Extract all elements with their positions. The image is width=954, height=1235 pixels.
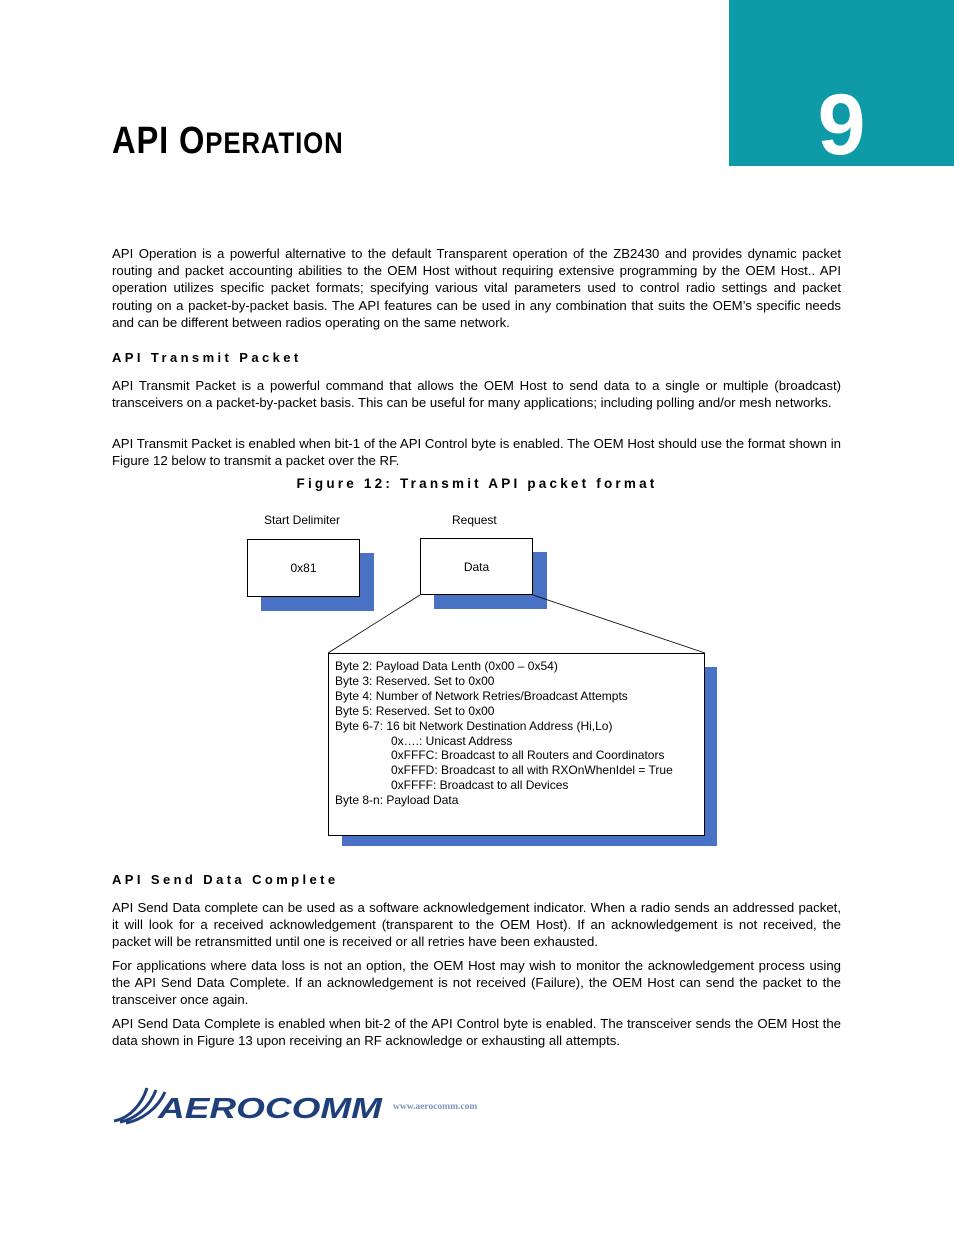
title-cap: O xyxy=(179,120,206,162)
byte-detail-line: Byte 5: Reserved. Set to 0x00 xyxy=(335,703,495,718)
section-heading-transmit: API Transmit Packet xyxy=(112,350,302,365)
byte-detail-list xyxy=(335,659,704,808)
send-complete-paragraph-2: For applications where data loss is not an option, the OEM Host may wish to monitor the acknowledgement process using the API Send Data Complete. If an acknowledgement is not received (Failure), the OEM Host can send the packet to the transceiver once again. xyxy=(112,958,841,1008)
byte-detail-line: Byte 8-n: Payload Data xyxy=(335,793,459,808)
request-data-value: Data xyxy=(463,559,490,574)
transmit-paragraph-1: API Transmit Packet is a powerful command that allows the OEM Host to send data to a single or multiple (broadcast) transceivers on a packet-by-packet basis. This can be useful for many applications; including polling and/or mesh networks. xyxy=(112,378,841,411)
callout-line-right xyxy=(533,595,705,653)
title-rest: PERATION xyxy=(205,127,344,160)
byte-detail-line: Byte 3: Reserved. Set to 0x00 xyxy=(335,673,495,688)
byte-detail-line: Byte 2: Payload Data Lenth (0x00 – 0x54) xyxy=(335,659,558,673)
callout-line-left xyxy=(328,595,420,653)
byte-detail-line: 0x….: Unicast Address xyxy=(391,733,513,748)
title-first-word: API xyxy=(112,120,170,162)
byte-detail-line: 0xFFFF: Broadcast to all Devices xyxy=(391,778,569,793)
logo-wordmark: AEROCOMM xyxy=(156,1093,384,1125)
byte-detail-line: 0xFFFD: Broadcast to all with RXOnWhenIdel = True xyxy=(391,763,673,778)
byte-detail-line: Byte 6-7: 16 bit Network Destination Address (Hi,Lo) xyxy=(335,718,613,733)
aerocomm-logo xyxy=(112,1084,384,1126)
figure-caption: Figure 12: Transmit API packet format xyxy=(296,476,658,491)
start-delimiter-value: 0x81 xyxy=(290,561,317,575)
start-delimiter-label: Start Delimiter xyxy=(264,513,341,527)
byte-detail-line: 0xFFFC: Broadcast to all Routers and Coordinators xyxy=(391,748,665,763)
byte-detail-line: Byte 4: Number of Network Retries/Broadcast Attempts xyxy=(335,688,628,703)
chapter-number: 9 xyxy=(817,77,866,173)
byte-detail-box xyxy=(328,653,705,836)
transmit-paragraph-2: API Transmit Packet is enabled when bit-1 of the API Control byte is enabled. The OEM Host should use the format shown in Figure 12 below to transmit a packet over the RF. xyxy=(112,436,841,469)
send-complete-paragraph-3: API Send Data Complete is enabled when bit-2 of the API Control byte is enabled. The transceiver sends the OEM Host the data shown in Figure 13 upon receiving an RF acknowledge or exhausting all attempts. xyxy=(112,1016,841,1049)
send-complete-paragraph-1: API Send Data complete can be used as a software acknowledgement indicator. When a radio sends an addressed packet, it will look for a received acknowledgement (transparent to the OEM Host). If an acknowledgement is not received, the packet will be retransmitted until one is received or all retries have been exhausted. xyxy=(112,900,841,950)
website-link[interactable]: www.aerocomm.com xyxy=(393,1102,478,1112)
section-heading-send-complete: API Send Data Complete xyxy=(112,872,339,887)
intro-paragraph: API Operation is a powerful alternative to the default Transparent operation of the ZB2430 and provides dynamic packet routing and packet accounting abilities to the OEM Host without requiring extensive programming by the OEM Host.. API operation utilizes specific packet formats; specifying various vital parameters used to control radio settings and packet routing on a packet-by-packet basis. The API features can be used in any combination that suits the OEM’s specific needs and can be different between radios operating on the same network. xyxy=(112,246,841,330)
request-label: Request xyxy=(452,513,497,527)
